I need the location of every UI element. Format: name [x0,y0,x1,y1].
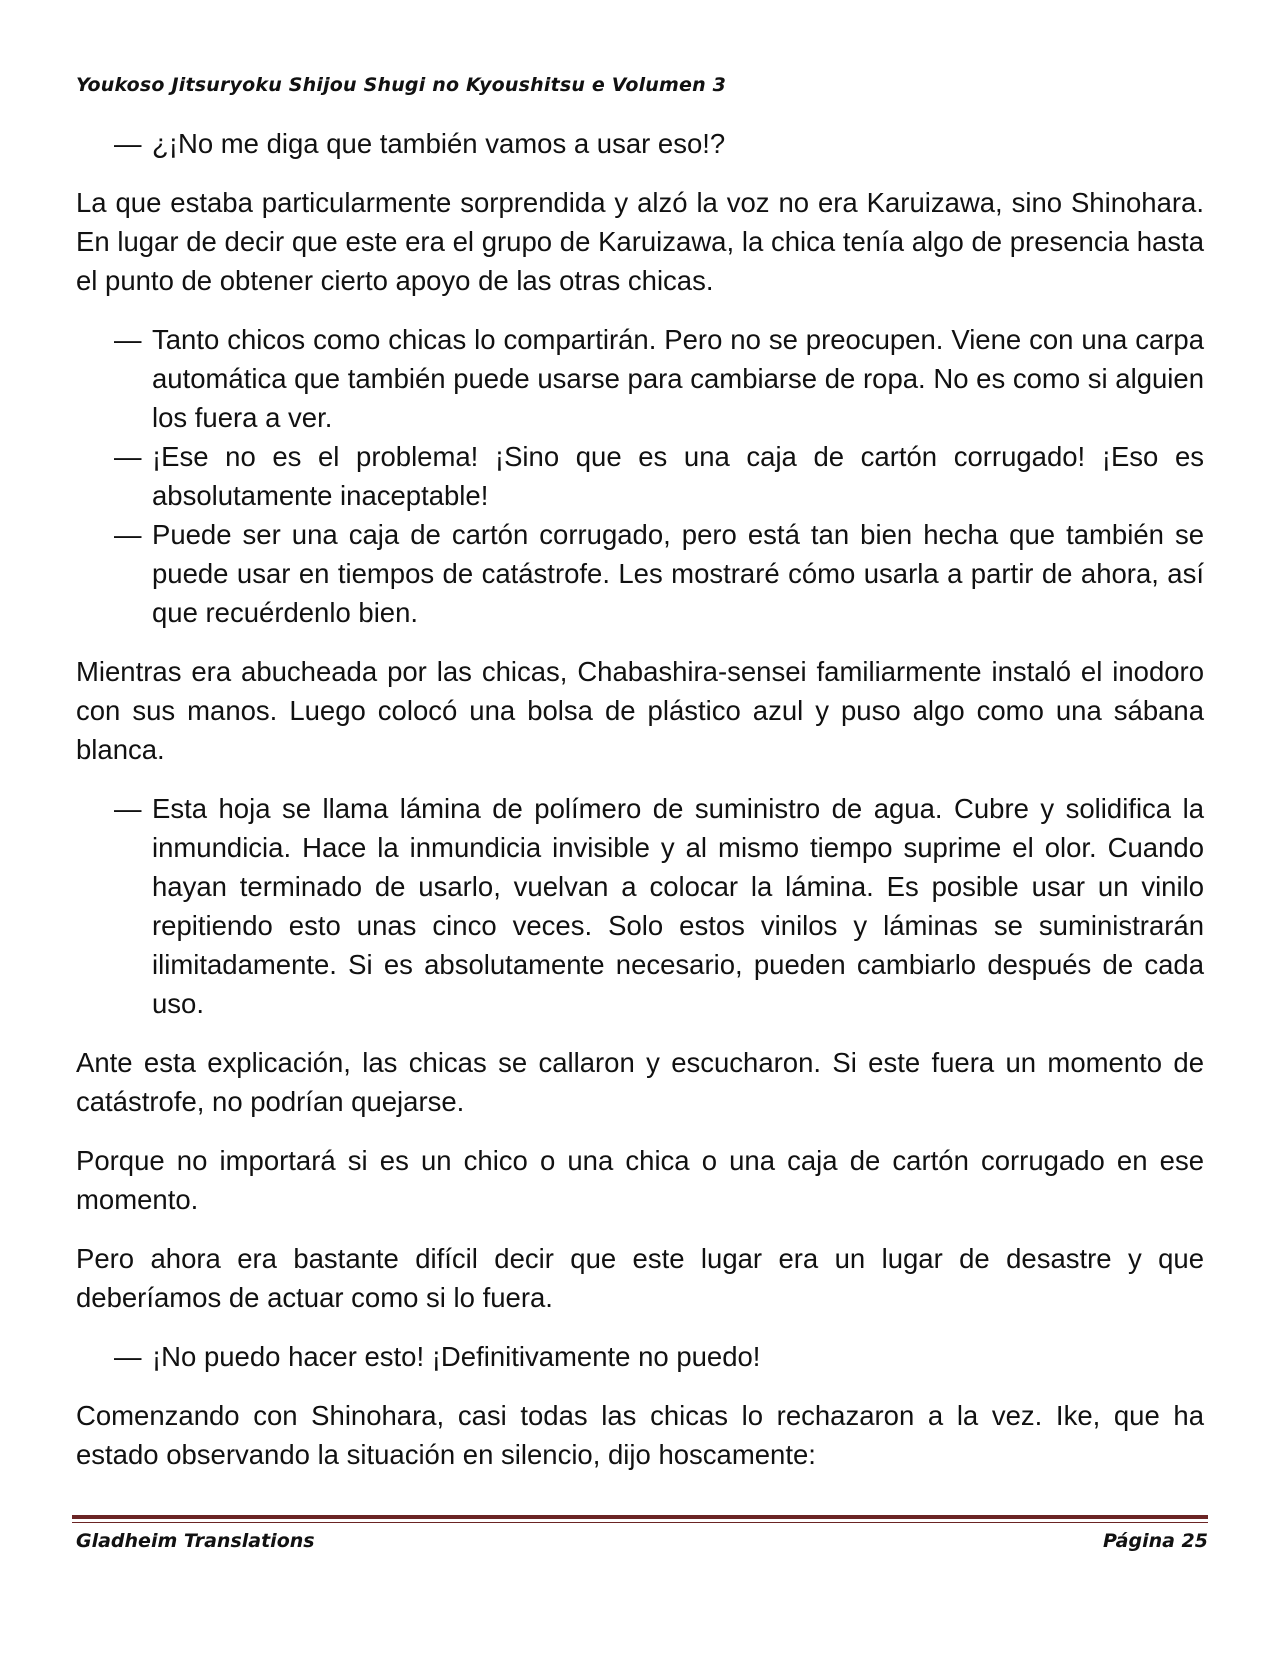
dialog-group [76,124,1204,163]
footer-credit: Gladheim Translations [76,1530,315,1552]
dialog-line [76,320,1204,437]
dialog-dash: — [114,441,142,472]
footer-divider [72,1515,1208,1523]
footer-divider-thick [72,1515,1208,1519]
dialog-line [76,1337,1204,1376]
dialog-dash: — [114,1341,142,1372]
dialog-line [76,437,1204,515]
page-header-title: Youkoso Jitsuryoku Shijou Shugi no Kyoushitsu e Volumen 3 [76,74,727,96]
dialog-dash: — [114,519,142,550]
page-body [76,124,1204,1494]
paragraph: Ante esta explicación, las chicas se callaron y escucharon. Si este fuera un momento de catástrofe, no podrían quejarse. [76,1047,1204,1117]
paragraph: Comenzando con Shinohara, casi todas las chicas lo rechazaron a la vez. Ike, que ha estado observando la situación en silencio, dijo hoscamente: [76,1400,1204,1470]
dialog-text: ¡Ese no es el problema! ¡Sino que es una caja de cartón corrugado! ¡Eso es absolutamente inaceptable! [152,441,1204,511]
page-number: Página 25 [1102,1530,1208,1552]
paragraph: Porque no importará si es un chico o una chica o una caja de cartón corrugado en ese momento. [76,1145,1204,1215]
dialog-group [76,320,1204,632]
dialog-line [76,789,1204,1023]
dialog-group [76,789,1204,1023]
paragraph: La que estaba particularmente sorprendida y alzó la voz no era Karuizawa, sino Shinohara. En lugar de decir que este era el grupo de Karuizawa, la chica tenía algo de presencia hasta el punto de obtener cierto apoyo de las otras chicas. [76,187,1204,296]
dialog-group [76,1337,1204,1376]
paragraph: Pero ahora era bastante difícil decir que este lugar era un lugar de desastre y que deberíamos de actuar como si lo fuera. [76,1243,1204,1313]
dialog-text: ¡No puedo hacer esto! ¡Definitivamente no puedo! [152,1341,761,1372]
dialog-dash: — [114,128,142,159]
dialog-dash: — [114,793,142,824]
dialog-line [76,124,1204,163]
paragraph: Mientras era abucheada por las chicas, Chabashira-sensei familiarmente instaló el inodoro con sus manos. Luego colocó una bolsa de plástico azul y puso algo como una sábana blanca. [76,656,1204,765]
dialog-text: Puede ser una caja de cartón corrugado, pero está tan bien hecha que también se puede usar en tiempos de catástrofe. Les mostraré cómo usarla a partir de ahora, así que recuérdenlo bien. [152,519,1204,628]
dialog-line [76,515,1204,632]
footer-divider-thin [72,1522,1208,1523]
dialog-dash: — [114,324,142,355]
dialog-text: Esta hoja se llama lámina de polímero de suministro de agua. Cubre y solidifica la inmundicia. Hace la inmundicia invisible y al mismo tiempo suprime el olor. Cuando hayan terminado de usarlo, vuelvan a colocar la lámina. Es posible usar un vinilo repitiendo esto unas cinco veces. Solo estos vinilos y láminas se suministrarán ilimitadamente. Si es absolutamente necesario, pueden cambiarlo después de cada uso. [152,793,1204,1019]
dialog-text: Tanto chicos como chicas lo compartirán. Pero no se preocupen. Viene con una carpa automática que también puede usarse para cambiarse de ropa. No es como si alguien los fuera a ver. [152,324,1204,433]
dialog-text: ¿¡No me diga que también vamos a usar eso!? [152,128,726,159]
